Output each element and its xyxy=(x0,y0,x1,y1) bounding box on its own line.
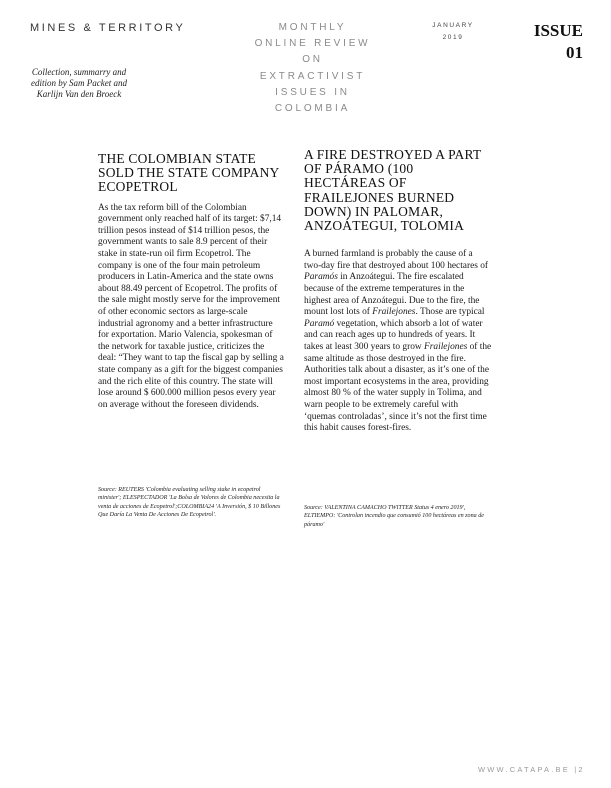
body-text-segment: A burned farmland is probably the cause of a two-day fire that destroyed about 100 hectares of xyxy=(304,249,489,271)
page-footer xyxy=(478,765,611,774)
body-text-segment: in Anzoátegui. The fire escalated because of the extreme temperatures in the highest area of Anzoátegui. Due to the fire, the mount lost lots of xyxy=(304,272,480,318)
issue-month: JANUARY xyxy=(432,22,474,29)
article-title: A FIRE DESTROYED A PART OF PÁRAMO (100 HECTÁREAS OF FRAILEJONES BURNED DOWN) IN PALOMAR, ANZOÁTEGUI, TOLOMIA xyxy=(304,147,482,234)
article-body: As the tax reform bill of the Colombian government only reached half of its target: $7,14 trillion pesos instead of $14 trillion pesos, the government wants to sale 8.9 percent of their stake in state-run oil firm Ecopetrol. The company is one of the four main petroleum producers in Latin-America and the state owns about 88.49 percent of Ecopetrol. The profits of the sale might mostly serve for the improvement of other economic sectors as large-scale industrial agronomy and a better infrastructure for exportation. Mario Valencia, spokesman of the network for taxable justice, criticizes the deal: “They want to tap the fiscal gap by selling a state company as a gift for the biggest companies and the rich elite of this country. The state will lose around $ 600.000 million pesos every year on average without the foreseen dividends. xyxy=(98,202,284,410)
body-text-segment: . Those are typical xyxy=(415,307,485,318)
issue-number: 01 xyxy=(566,43,583,62)
body-text-emphasis: Paramó xyxy=(304,318,335,329)
article-paramo-fire xyxy=(304,148,492,435)
subtitle-line: ISSUES IN xyxy=(275,86,350,98)
article-ecopetrol xyxy=(98,152,284,411)
issue-date xyxy=(418,20,488,44)
subtitle-line: COLOMBIA xyxy=(274,103,351,115)
article-title: THE COLOMBIAN STATE SOLD THE STATE COMPANY ECOPETROL xyxy=(98,151,279,195)
body-text-segment: vegetation, which absorb a lot of water and can reach ages up to hundreds of years. It takes at least 300 years to grow xyxy=(304,318,483,352)
page-number: |2 xyxy=(574,765,585,774)
subtitle-line: MONTHLY xyxy=(278,22,347,33)
article-source: Source: VALENTINA CAMACHO TWITTER Status 4 enero 2019', ELTIEMPO: 'Controlan incendio que consumió 100 hectáreas en zona de páramo' xyxy=(304,505,484,528)
magazine-subtitle xyxy=(245,20,380,117)
issue-label: ISSUE xyxy=(533,21,583,40)
footer-website-link[interactable]: WWW.CATAPA.BE xyxy=(478,765,570,774)
magazine-brand: MINES & TERRITORY xyxy=(30,22,186,34)
body-text-emphasis: Frailejones xyxy=(424,341,468,352)
subtitle-line: ON xyxy=(302,54,323,66)
subtitle-line: EXTRACTIVIST xyxy=(259,70,366,82)
article-source: Source: REUTERS 'Colombia evaluating selling stake in ecopetrol minister'; ELESPECTADOR 'La Bolsa de Valores de Colombia necesita la venta de acciones de Ecopetrol';COLOMBIA24 'A Inversión, $ 10 Billones Que Daría La Venta De Acciones De Ecopetrol'. xyxy=(98,487,281,519)
body-text-emphasis: Paramós xyxy=(304,272,338,283)
body-text-segment: of the same altitude as those destroyed in the fire. Authorities talk about a disaster, as it’s one of the most important ecosystems in the area, providing almost 80 % of the water supply in Tolima, and warn people to be extremely careful with ‘quemas controladas’, since it’s not the first time this habit causes forest-fires. xyxy=(304,341,492,434)
subtitle-line: ONLINE REVIEW xyxy=(254,38,371,50)
issue-badge xyxy=(505,20,583,64)
article-body xyxy=(304,249,492,435)
editor-credits: Collection, summarry and edition by Sam Packet and Karlijn Van den Broeck xyxy=(31,67,127,100)
issue-year: 2019 xyxy=(442,34,464,41)
body-text-emphasis: Frailejones xyxy=(372,307,416,318)
